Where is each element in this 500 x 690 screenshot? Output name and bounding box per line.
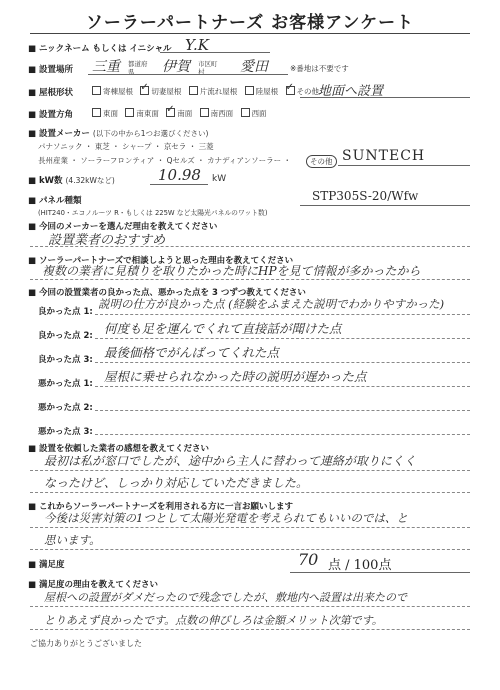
q-partners-label: ■ ソーラーパートナーズで相談しようと思った理由を教えてください [28, 256, 294, 266]
bad-point-3-line [95, 434, 470, 435]
bad-point-1-line [95, 386, 470, 387]
roof-option-shed[interactable]: 片流れ屋根 [189, 87, 238, 96]
direction-southeast-checkbox[interactable] [125, 108, 134, 117]
roof-options [92, 86, 327, 97]
q-installer-label: ■ 今回の設置業者の良かった点、悪かった点を 3 つずつ教えてください [28, 288, 306, 298]
q-maker-reason-line [30, 246, 470, 247]
direction-option-west[interactable]: 西面 [241, 109, 267, 118]
roof-hip-checkbox[interactable] [92, 86, 101, 95]
panel-label: ■ パネル種類 [28, 196, 82, 206]
bad-point-1-label: 悪かった点 1: [38, 379, 93, 389]
q-message-line2 [30, 549, 470, 550]
maker-option-sharp[interactable]: シャープ [122, 142, 152, 151]
maker-option-qcells[interactable]: Qセルズ [166, 156, 195, 165]
roof-other-value[interactable]: 地面へ設置 [318, 84, 384, 99]
bad-point-1-answer[interactable]: 屋根に乗せられなかった時の説明が遅かった点 [104, 369, 367, 384]
maker-option-kyocera[interactable]: 京セラ [163, 142, 187, 151]
roof-other-underline [300, 97, 470, 98]
title-divider [30, 33, 470, 34]
maker-option-mitsubishi[interactable]: 三菱 [198, 142, 214, 151]
location-note: ※番地は不要です [290, 64, 349, 73]
good-point-1-line [95, 314, 470, 315]
nickname-label: ■ ニックネーム もしくは イニシャル [28, 44, 172, 54]
roof-gable-checkbox[interactable] [140, 86, 149, 95]
q-satisfaction-reason-rule2 [30, 629, 470, 630]
q-message-line1 [30, 527, 470, 528]
location-prefecture-value[interactable]: 三重 [92, 59, 120, 75]
roof-flat-checkbox[interactable] [245, 86, 254, 95]
good-point-3-label: 良かった点 3: [38, 355, 93, 365]
city-unit: 市区町村 [198, 60, 218, 76]
satisfaction-label: ■ 満足度 [28, 560, 65, 570]
maker-option-canadian-solar[interactable]: カナディアンソーラー [207, 156, 282, 165]
good-point-1-label: 良かった点 1: [38, 307, 93, 317]
q-maker-reason-answer[interactable]: 設置業者のおすすめ [48, 233, 166, 248]
panel-underline [300, 205, 470, 206]
bad-point-3-label: 悪かった点 3: [38, 427, 93, 437]
q-satisfaction-reason-label: ■ 満足度の理由を教えてください [28, 580, 159, 590]
roof-label: ■ 屋根形状 [28, 88, 74, 98]
nickname-value[interactable]: Y.K [185, 36, 209, 54]
roof-shed-checkbox[interactable] [189, 86, 198, 95]
q-satisfaction-reason-line1[interactable]: 屋根への設置がダメだったので残念でしたが、敷地内へ設置は出来たので [44, 591, 407, 604]
nickname-underline [160, 52, 270, 53]
good-point-2-line [95, 338, 470, 339]
roof-option-other[interactable]: ✓ その他: [286, 87, 322, 96]
good-point-2-label: 良かった点 2: [38, 331, 93, 341]
q-satisfaction-reason-rule1 [30, 606, 470, 607]
roof-option-flat[interactable]: 陸屋根 [245, 87, 279, 96]
direction-options [92, 108, 272, 119]
maker-option-choshu[interactable]: 長州産業 [38, 156, 68, 165]
good-point-2-answer[interactable]: 何度も足を運んでくれて直接話が聞けた点 [104, 321, 342, 336]
good-point-3-line [95, 362, 470, 363]
maker-options-row2: 長州産業 ・ ソーラーフロンティア ・ Qセルズ ・ カナディアンソーラー ・ [38, 156, 292, 165]
location-label: ■ 設置場所 [28, 65, 74, 75]
roof-option-gable[interactable]: ✓ 切妻屋根 [140, 87, 181, 96]
maker-options-row1: パナソニック ・ 東芝 ・ シャープ ・ 京セラ ・ 三菱 [38, 142, 214, 151]
direction-option-southwest[interactable]: 南西面 [200, 109, 234, 118]
q-impression-line1 [30, 470, 470, 471]
satisfaction-suffix: 点 / 100点 [328, 558, 392, 573]
roof-option-hip[interactable]: 寄棟屋根 [92, 87, 133, 96]
bad-point-2-line [95, 410, 470, 411]
maker-label: ■ 設置メーカー (以下の中から1つお選びください) [28, 129, 209, 139]
location-city-value[interactable]: 伊賀 [162, 59, 190, 75]
maker-other-underline [338, 165, 470, 166]
location-address-value[interactable]: 愛田 [240, 59, 268, 75]
maker-option-panasonic[interactable]: パナソニック [38, 142, 83, 151]
kw-underline [150, 184, 208, 185]
q-impression-line2 [30, 492, 470, 493]
maker-option-solar-frontier[interactable]: ソーラーフロンティア [80, 156, 155, 165]
direction-southwest-checkbox[interactable] [200, 108, 209, 117]
q-satisfaction-reason-line2[interactable]: とりあえず良かったです。点数の伸びしろは金額メリット次第です。 [44, 614, 383, 627]
kw-unit: kW [212, 174, 227, 184]
maker-option-toshiba[interactable]: 東芝 [94, 142, 110, 151]
satisfaction-underline [290, 572, 470, 573]
thanks-text: ご協力ありがとうございました [30, 639, 142, 648]
direction-option-south[interactable]: ✓ 南面 [166, 109, 192, 118]
direction-label: ■ 設置方角 [28, 110, 74, 120]
page-title: ソーラーパートナーズ お客様アンケート [85, 13, 415, 33]
direction-south-checkbox[interactable] [166, 108, 175, 117]
q-impression-answer-line1[interactable]: 最初は私が窓口でしたが、途中から主人に替わって連絡が取りにくく [44, 454, 416, 468]
q-partners-line [30, 279, 470, 280]
q-partners-answer[interactable]: 複数の業者に見積りを取りたかった時にHPを見て情報が多かったから [42, 264, 421, 278]
good-point-1-answer[interactable]: 説明の仕方が良かった点 (経験をふまえた説明でわかりやすかった) [98, 297, 445, 311]
q-impression-label: ■ 設置を依頼した業者の感想を教えてください [28, 444, 210, 454]
direction-east-checkbox[interactable] [92, 108, 101, 117]
maker-other-circled[interactable]: その他 [306, 155, 337, 168]
direction-west-checkbox[interactable] [241, 108, 250, 117]
panel-value[interactable]: STP305S-20/Wfw [312, 189, 419, 203]
kw-label: ■ kW数 (4.32kWなど) [28, 176, 115, 186]
q-impression-answer-line2[interactable]: なったけど、しっかり対応していただきました。 [44, 476, 309, 490]
satisfaction-value[interactable]: 70 [298, 550, 319, 569]
q-message-answer-line2[interactable]: 思います。 [44, 533, 101, 547]
direction-option-southeast[interactable]: 南東面 [125, 109, 159, 118]
q-message-label: ■ これからソーラーパートナーズを利用される方に一言お願いします [28, 502, 293, 512]
maker-other-value[interactable]: SUNTECH [342, 148, 426, 164]
good-point-3-answer[interactable]: 最後価格でがんばってくれた点 [104, 345, 280, 360]
bad-point-2-label: 悪かった点 2: [38, 403, 93, 413]
direction-option-east[interactable]: 東面 [92, 109, 118, 118]
roof-other-checkbox[interactable] [286, 86, 295, 95]
q-maker-reason-label: ■ 今回のメーカーを選んだ理由を教えてください [28, 222, 218, 232]
q-message-answer-line1[interactable]: 今後は災害対策の1つとして太陽光発電を考えられてもいいのでは、と [44, 511, 408, 525]
kw-value[interactable]: 10.98 [158, 166, 201, 184]
panel-hint: (HIT240・エコノルーツ R・もしくは 225W など太陽光パネルのワット数) [38, 209, 268, 217]
prefecture-unit: 都道府県 [128, 60, 148, 76]
location-underline [88, 74, 288, 75]
